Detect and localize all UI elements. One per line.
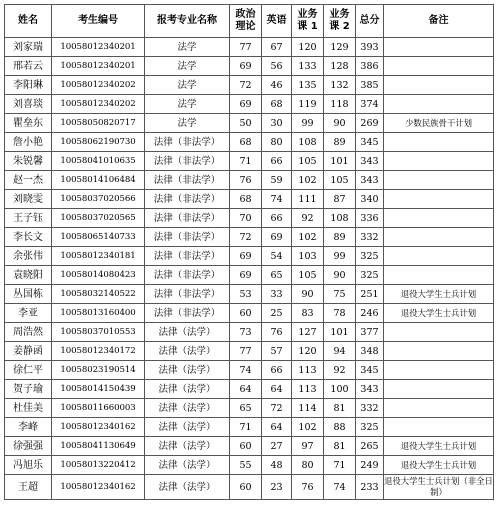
cell-course2: 101 [324,323,356,342]
cell-english: 25 [262,304,292,323]
cell-major: 法律（法学） [145,380,230,399]
cell-id: 10058012340201 [52,57,145,76]
cell-total: 249 [356,456,384,475]
header-row [5,5,494,38]
cell-note [384,190,494,209]
cell-major: 法律（法学） [145,361,230,380]
cell-total: 246 [356,304,384,323]
table-row [5,57,494,76]
cell-note [384,228,494,247]
cell-major: 法律（非法学） [145,228,230,247]
cell-politics: 77 [230,342,262,361]
cell-name: 李亚 [5,304,52,323]
table-row [5,247,494,266]
cell-english: 68 [262,95,292,114]
header-id: 考生编号 [52,5,145,38]
cell-course1: 92 [292,209,324,228]
cell-id: 10058014106484 [52,171,145,190]
cell-major: 法律（法学） [145,399,230,418]
cell-id: 10058032140522 [52,285,145,304]
cell-total: 336 [356,209,384,228]
cell-course1: 133 [292,57,324,76]
cell-course1: 113 [292,380,324,399]
cell-politics: 68 [230,133,262,152]
cell-course1: 135 [292,76,324,95]
cell-course1: 99 [292,114,324,133]
cell-politics: 60 [230,304,262,323]
cell-total: 332 [356,399,384,418]
cell-major: 法律（非法学） [145,285,230,304]
cell-note: 退役大学生士兵计划 [384,437,494,456]
cell-total: 343 [356,152,384,171]
cell-course2: 90 [324,114,356,133]
cell-name: 赵一杰 [5,171,52,190]
table-row [5,190,494,209]
header-politics-line2: 理论 [235,21,256,32]
cell-english: 27 [262,437,292,456]
cell-politics: 69 [230,95,262,114]
table-row [5,209,494,228]
cell-id: 10058012340162 [52,418,145,437]
cell-total: 386 [356,57,384,76]
cell-english: 66 [262,209,292,228]
cell-politics: 77 [230,38,262,57]
cell-id: 10058012340202 [52,76,145,95]
header-english: 英语 [262,5,292,38]
cell-major: 法律（非法学） [145,247,230,266]
cell-course1: 114 [292,399,324,418]
cell-politics: 69 [230,247,262,266]
cell-name: 余张伟 [5,247,52,266]
cell-id: 10058062190730 [52,133,145,152]
table-body [5,38,494,500]
cell-name: 刘晓雯 [5,190,52,209]
cell-major: 法律（法学） [145,437,230,456]
cell-total: 348 [356,342,384,361]
cell-english: 23 [262,475,292,500]
header-course1-line1: 业务 [297,9,318,20]
cell-total: 251 [356,285,384,304]
cell-course2: 78 [324,304,356,323]
cell-name: 丛国栋 [5,285,52,304]
table-row [5,228,494,247]
cell-politics: 74 [230,361,262,380]
cell-politics: 76 [230,171,262,190]
table-row [5,304,494,323]
table-row [5,133,494,152]
cell-politics: 72 [230,228,262,247]
header-note: 备注 [384,5,494,38]
cell-major: 法律（法学） [145,418,230,437]
score-table [4,4,494,500]
cell-major: 法律（非法学） [145,152,230,171]
cell-note: 退役大学生士兵计划（非全日制） [384,475,494,500]
cell-politics: 53 [230,285,262,304]
cell-major: 法学 [145,76,230,95]
cell-politics: 72 [230,76,262,95]
table-row [5,38,494,57]
cell-course2: 89 [324,133,356,152]
cell-course2: 101 [324,152,356,171]
cell-note [384,38,494,57]
cell-name: 李长文 [5,228,52,247]
table-row [5,342,494,361]
cell-course2: 129 [324,38,356,57]
cell-major: 法律（非法学） [145,133,230,152]
cell-id: 10058012340201 [52,38,145,57]
cell-note [384,361,494,380]
cell-name: 李阳琳 [5,76,52,95]
cell-politics: 70 [230,209,262,228]
cell-total: 345 [356,133,384,152]
cell-course2: 88 [324,418,356,437]
cell-total: 343 [356,380,384,399]
table-row [5,323,494,342]
cell-course1: 90 [292,285,324,304]
cell-course1: 102 [292,228,324,247]
cell-course2: 81 [324,437,356,456]
cell-id: 10058012340202 [52,95,145,114]
cell-english: 69 [262,228,292,247]
cell-note [384,247,494,266]
cell-course1: 103 [292,247,324,266]
cell-id: 10058041010635 [52,152,145,171]
cell-name: 王超 [5,475,52,500]
table-row [5,152,494,171]
cell-id: 10058013160400 [52,304,145,323]
cell-english: 33 [262,285,292,304]
cell-course1: 108 [292,133,324,152]
cell-course2: 71 [324,456,356,475]
cell-course2: 118 [324,95,356,114]
cell-total: 345 [356,361,384,380]
cell-course1: 120 [292,342,324,361]
cell-note [384,266,494,285]
table-row [5,171,494,190]
cell-note: 退役大学生士兵计划 [384,456,494,475]
table-row [5,418,494,437]
cell-english: 80 [262,133,292,152]
cell-course2: 108 [324,209,356,228]
table-row [5,361,494,380]
cell-major: 法学 [145,114,230,133]
cell-english: 74 [262,190,292,209]
cell-politics: 60 [230,437,262,456]
cell-politics: 69 [230,266,262,285]
cell-name: 周浩然 [5,323,52,342]
cell-course2: 81 [324,399,356,418]
cell-note [384,57,494,76]
cell-course1: 83 [292,304,324,323]
cell-note [384,152,494,171]
cell-politics: 68 [230,190,262,209]
table-row [5,456,494,475]
cell-name: 杜佳美 [5,399,52,418]
header-course1-line2: 课 1 [297,21,318,32]
header-course1 [292,5,324,38]
cell-course1: 102 [292,171,324,190]
header-course2-line1: 业务 [329,9,350,20]
cell-id: 10058014080423 [52,266,145,285]
cell-name: 瞿垒东 [5,114,52,133]
cell-name: 贺子瑜 [5,380,52,399]
cell-name: 刘家瑞 [5,38,52,57]
cell-id: 10058037010553 [52,323,145,342]
cell-english: 46 [262,76,292,95]
cell-id: 10058011660003 [52,399,145,418]
cell-course2: 89 [324,228,356,247]
cell-total: 269 [356,114,384,133]
cell-english: 64 [262,380,292,399]
cell-id: 10058041130649 [52,437,145,456]
cell-major: 法律（非法学） [145,190,230,209]
cell-name: 邢若云 [5,57,52,76]
cell-id: 10058013220412 [52,456,145,475]
cell-id: 10058014150439 [52,380,145,399]
cell-total: 343 [356,171,384,190]
cell-politics: 60 [230,475,262,500]
cell-major: 法律（法学） [145,456,230,475]
cell-note [384,76,494,95]
cell-total: 374 [356,95,384,114]
cell-name: 袁晓阳 [5,266,52,285]
cell-name: 姜静函 [5,342,52,361]
cell-course2: 99 [324,247,356,266]
cell-politics: 71 [230,418,262,437]
cell-politics: 69 [230,57,262,76]
table-row [5,475,494,500]
cell-note [384,95,494,114]
cell-course1: 97 [292,437,324,456]
cell-politics: 65 [230,399,262,418]
cell-note [384,399,494,418]
cell-course2: 90 [324,266,356,285]
cell-politics: 55 [230,456,262,475]
cell-note [384,342,494,361]
cell-total: 385 [356,76,384,95]
cell-id: 10058037020565 [52,209,145,228]
header-major: 报考专业名称 [145,5,230,38]
table-row [5,399,494,418]
cell-name: 詹小艳 [5,133,52,152]
cell-english: 54 [262,247,292,266]
table-row [5,76,494,95]
cell-major: 法律（非法学） [145,171,230,190]
cell-major: 法律（非法学） [145,304,230,323]
cell-english: 59 [262,171,292,190]
cell-note [384,133,494,152]
cell-total: 325 [356,247,384,266]
cell-course2: 132 [324,76,356,95]
cell-english: 30 [262,114,292,133]
cell-english: 76 [262,323,292,342]
cell-total: 332 [356,228,384,247]
header-course2 [324,5,356,38]
cell-major: 法律（法学） [145,475,230,500]
cell-major: 法学 [145,38,230,57]
cell-english: 64 [262,418,292,437]
cell-major: 法律（非法学） [145,209,230,228]
cell-english: 57 [262,342,292,361]
cell-course2: 75 [324,285,356,304]
cell-course1: 113 [292,361,324,380]
cell-id: 10058012340181 [52,247,145,266]
cell-politics: 73 [230,323,262,342]
cell-course1: 119 [292,95,324,114]
cell-course1: 76 [292,475,324,500]
table-row [5,95,494,114]
cell-note [384,209,494,228]
table-row [5,380,494,399]
cell-politics: 64 [230,380,262,399]
cell-english: 65 [262,266,292,285]
cell-major: 法学 [145,57,230,76]
cell-note [384,418,494,437]
cell-id: 10058065140733 [52,228,145,247]
cell-course1: 105 [292,152,324,171]
cell-course2: 105 [324,171,356,190]
cell-total: 325 [356,418,384,437]
header-total: 总分 [356,5,384,38]
cell-name: 朱锐馨 [5,152,52,171]
cell-note [384,171,494,190]
table-row [5,266,494,285]
cell-politics: 50 [230,114,262,133]
cell-total: 265 [356,437,384,456]
cell-total: 393 [356,38,384,57]
cell-course2: 92 [324,361,356,380]
cell-course2: 94 [324,342,356,361]
cell-course1: 105 [292,266,324,285]
header-politics-line1: 政治 [235,9,256,20]
table-row [5,437,494,456]
cell-name: 徐仁平 [5,361,52,380]
cell-note: 少数民族骨干计划 [384,114,494,133]
header-course2-line2: 课 2 [329,21,350,32]
cell-major: 法律（法学） [145,342,230,361]
header-politics [230,5,262,38]
cell-english: 48 [262,456,292,475]
cell-course1: 120 [292,38,324,57]
cell-note [384,380,494,399]
cell-course1: 102 [292,418,324,437]
cell-note: 退役大学生士兵计划 [384,285,494,304]
cell-id: 10058037020566 [52,190,145,209]
cell-course1: 80 [292,456,324,475]
cell-politics: 71 [230,152,262,171]
cell-id: 10058023190514 [52,361,145,380]
cell-name: 徐强强 [5,437,52,456]
table-row [5,285,494,304]
cell-major: 法学 [145,95,230,114]
cell-course1: 127 [292,323,324,342]
cell-total: 233 [356,475,384,500]
cell-course2: 74 [324,475,356,500]
cell-english: 66 [262,152,292,171]
cell-course2: 100 [324,380,356,399]
cell-name: 王子钰 [5,209,52,228]
cell-course2: 87 [324,190,356,209]
cell-english: 66 [262,361,292,380]
cell-major: 法律（法学） [145,323,230,342]
cell-total: 325 [356,266,384,285]
table-row [5,114,494,133]
cell-course1: 111 [292,190,324,209]
cell-total: 340 [356,190,384,209]
cell-english: 67 [262,38,292,57]
cell-id: 10058012340162 [52,475,145,500]
cell-name: 刘喜琰 [5,95,52,114]
cell-course2: 128 [324,57,356,76]
cell-id: 10058050820717 [52,114,145,133]
cell-name: 冯旭乐 [5,456,52,475]
cell-id: 10058012340172 [52,342,145,361]
cell-english: 72 [262,399,292,418]
cell-name: 李峰 [5,418,52,437]
cell-note: 退役大学生士兵计划 [384,304,494,323]
header-name: 姓名 [5,5,52,38]
cell-note [384,323,494,342]
cell-english: 56 [262,57,292,76]
cell-total: 377 [356,323,384,342]
cell-major: 法律（非法学） [145,266,230,285]
